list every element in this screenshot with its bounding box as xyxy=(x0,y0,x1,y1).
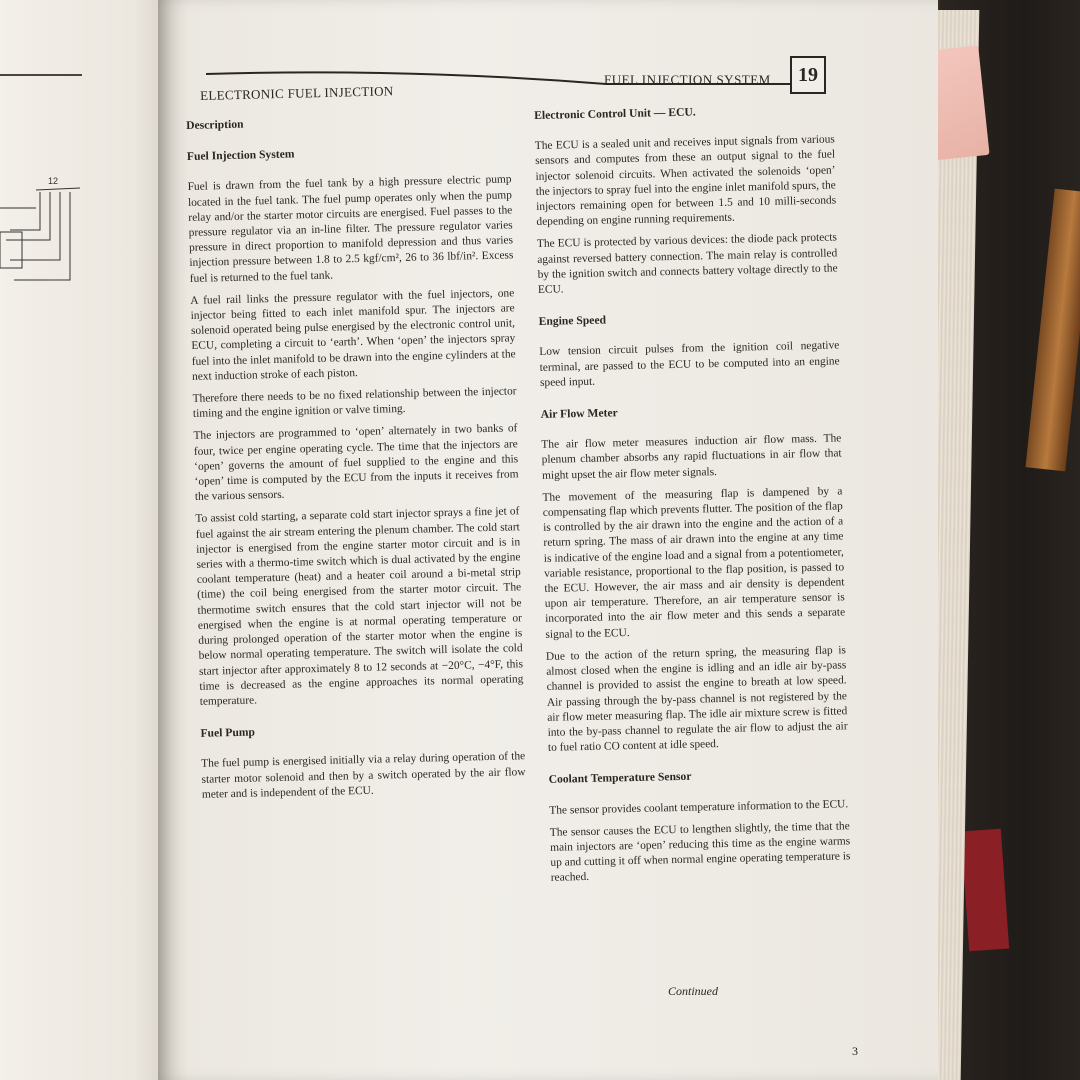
continued-label: Continued xyxy=(668,984,718,998)
diagram-label: 12 xyxy=(48,176,59,186)
heading-ecu: Electronic Control Unit — ECU. xyxy=(534,105,696,122)
heading-fuel-pump: Fuel Pump xyxy=(200,725,256,740)
paragraph: The air flow meter measures induction air flow mass. The plenum chamber absorbs any rapid fluctuations in air flow that might upset the air flow meter signals. xyxy=(541,432,842,482)
wiring-diagram-fragment xyxy=(0,170,90,300)
paragraph: Therefore there needs to be no fixed relationship between the injector timing and the engine ignition or valve timing. xyxy=(192,385,517,421)
right-text-column xyxy=(534,101,851,893)
paragraph: The ECU is protected by various devices: the diode pack protects against reversed battery connection. The main relay is controlled by the ignition switch and connects battery voltage directly to the ECU. xyxy=(536,231,838,296)
chapter-number-box: 19 xyxy=(790,56,826,94)
paragraph: The ECU is a sealed unit and receives input signals from various sensors and computes from these an output signal to the fuel injector solenoid circuits. When activated the solenoids ‘open’ the injectors to spray fuel into the engine inlet manifold spurs, the injectors remaining open for between 1.5 and 10 milli-seconds depending on engine running requirements. xyxy=(534,133,837,229)
red-book-spine xyxy=(961,829,1009,951)
paragraph: The sensor provides coolant temperature information to the ECU. xyxy=(549,797,849,817)
heading-fuel-injection-system: Fuel Injection System xyxy=(186,147,295,164)
heading-air-flow-meter: Air Flow Meter xyxy=(540,406,618,421)
left-facing-page xyxy=(0,0,168,1080)
paragraph: Low tension circuit pulses from the ignition coil negative terminal, are passed to the ECU to be computed into an engine speed input. xyxy=(539,339,840,389)
heading-description: Description xyxy=(186,117,244,132)
paragraph: A fuel rail links the pressure regulator with the fuel injectors, one injector being fitted to each inlet manifold spur. The injectors are solenoid operated being pulse energised by the electronic control unit, ECU, completing a circuit to ‘earth’. When ‘open’ the injectors spray fuel into the inlet manifold to be drawn into the engine cylinders at the next induction stroke of each piston. xyxy=(190,287,516,383)
heading-engine-speed: Engine Speed xyxy=(538,313,607,329)
left-text-column xyxy=(186,110,526,809)
running-head: FUEL INJECTION SYSTEM xyxy=(604,72,771,87)
left-page-rule xyxy=(0,74,82,76)
paragraph: The fuel pump is energised initially via a relay during operation of the starter motor solenoid and then by a switch operated by the air flow meter and is independent of the ECU. xyxy=(201,750,526,801)
paragraph: Due to the action of the return spring, the measuring flap is almost closed when the engine is idling and an idle air by-pass channel is provided to assist the engine to breath at low speed. Air passing through the by-pass channel is not registered by the air flow meter measuring flap. The idle air mixture screw is fitted into the by-pass channel to regulate the air flow to adjust the air to fuel ratio CO content at idle speed. xyxy=(545,644,848,754)
paragraph: The movement of the measuring flap is dampened by a compensating flap which prevents flutter. The position of the flap is controlled by the air drawn into the engine and the action of a return spring. The mass of air drawn into the engine at any time is indicative of the engine load and a signal from a potentiometer, variable resistance, proportional to the flap position, is passed to the ECU. However, the air mass and air density is dependent upon air temperature. Therefore, an air temperature sensor is incorporated into the air flow meter and this sends a separate signal to the ECU. xyxy=(542,485,846,641)
page-number: 3 xyxy=(852,1044,858,1058)
paragraph: The sensor causes the ECU to lengthen slightly, the time that the main injectors are ‘open’ reducing this time as the engine warms up and cutting it off when normal engine operating temperature is reached. xyxy=(549,820,851,885)
paragraph: Fuel is drawn from the fuel tank by a high pressure electric pump located in the fuel tank. The fuel pump operates only when the pump relay and/or the starter motor circuits are energised. Fuel passes to the pressure regulator via an in-line filter. The pressure regulator varies pressure in direct proportion to manifold depression and thus varies injection pressure between 1.8 to 2.5 kgf/cm², 26 to 36 lbf/in². Excess fuel is returned to the fuel tank. xyxy=(187,173,514,285)
section-title: ELECTRONIC FUEL INJECTION xyxy=(200,83,394,103)
heading-coolant-temperature-sensor: Coolant Temperature Sensor xyxy=(548,770,692,787)
paragraph: The injectors are programmed to ‘open’ alternately in two banks of four, twice per engine operating cycle. The time that the injectors are ‘open’ governs the amount of fuel supplied to the engine and this ‘open’ time is computed by the ECU from the inputs it receives from the various sensors. xyxy=(193,422,519,504)
paragraph: To assist cold starting, a separate cold start injector sprays a fine jet of fuel against the air stream entering the plenum chamber. The cold start injector is energised from the engine starter motor circuit and is in series with a thermo-time switch which is dual activated by the engine coolant temperature (heat) and a heater coil around a bi-metal strip (time) the coil being energised from the starter motor circuit. The thermotime switch ensures that the cold start injector will not be energised when the engine is at normal operating temperature or during prolonged operation of the starter motor when the engine is below normal operating temperature. The switch will isolate the cold start injector after approximately 8 to 12 seconds at −20°C, −4°F, this time is decreased as the engine approaches its normal operating temperature. xyxy=(195,505,524,708)
